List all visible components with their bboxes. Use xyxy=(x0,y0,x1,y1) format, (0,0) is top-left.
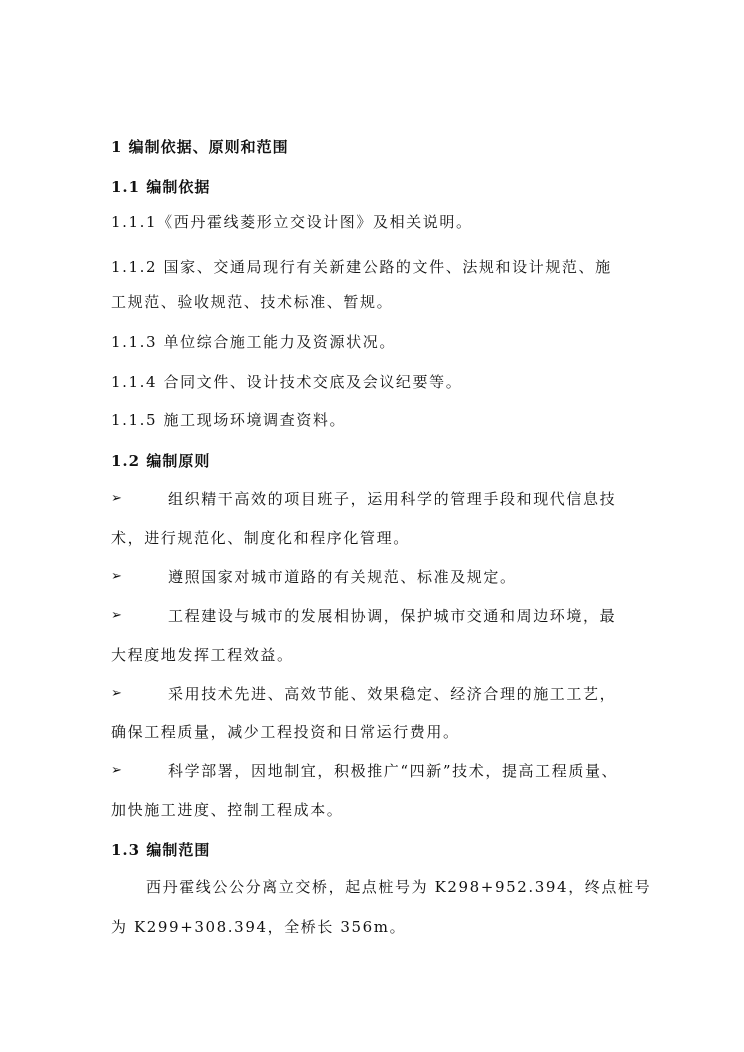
principle-item: 组织精干高效的项目班子，运用科学的管理手段和现代信息技 xyxy=(168,490,617,508)
section-1-heading: 1 编制依据、原则和范围 xyxy=(111,138,289,156)
basis-item: 1.1.3 单位综合施工能力及资源状况。 xyxy=(111,333,396,351)
scope-paragraph-line: 西丹霍线公公分离立交桥，起点桩号为 K298+952.394，终点桩号 xyxy=(146,878,652,896)
bullet-arrow-icon: ➢ xyxy=(111,608,122,623)
principle-item: 科学部署，因地制宜，积极推广“四新”技术，提高工程质量、 xyxy=(168,762,619,780)
section-1-2-heading: 1.2 编制原则 xyxy=(111,452,211,470)
section-1-1-heading: 1.1 编制依据 xyxy=(111,178,211,196)
bullet-arrow-icon: ➢ xyxy=(111,686,122,701)
basis-item-continuation: 工规范、验收规范、技术标准、暂规。 xyxy=(111,293,394,311)
basis-item: 1.1.4 合同文件、设计技术交底及会议纪要等。 xyxy=(111,373,463,391)
bullet-arrow-icon: ➢ xyxy=(111,491,122,506)
basis-item: 1.1.5 施工现场环境调查资料。 xyxy=(111,411,347,429)
basis-item: 1.1.2 国家、交通局现行有关新建公路的文件、法规和设计规范、施 xyxy=(111,258,612,276)
basis-item: 1.1.1《西丹霍线菱形立交设计图》及相关说明。 xyxy=(111,213,473,231)
principle-item-continuation: 术，进行规范化、制度化和程序化管理。 xyxy=(111,529,410,547)
principle-item: 遵照国家对城市道路的有关规范、标准及规定。 xyxy=(168,568,517,586)
principle-item-continuation: 大程度地发挥工程效益。 xyxy=(111,646,294,664)
principle-item-continuation: 加快施工进度、控制工程成本。 xyxy=(111,801,344,819)
bullet-arrow-icon: ➢ xyxy=(111,763,122,778)
section-1-3-heading: 1.3 编制范围 xyxy=(111,841,211,859)
principle-item: 工程建设与城市的发展相协调，保护城市交通和周边环境，最 xyxy=(168,607,617,625)
principle-item: 采用技术先进、高效节能、效果稳定、经济合理的施工工艺， xyxy=(168,685,617,703)
principle-item-continuation: 确保工程质量，减少工程投资和日常运行费用。 xyxy=(111,723,460,741)
bullet-arrow-icon: ➢ xyxy=(111,569,122,584)
scope-paragraph-line: 为 K299+308.394，全桥长 356m。 xyxy=(111,918,407,936)
